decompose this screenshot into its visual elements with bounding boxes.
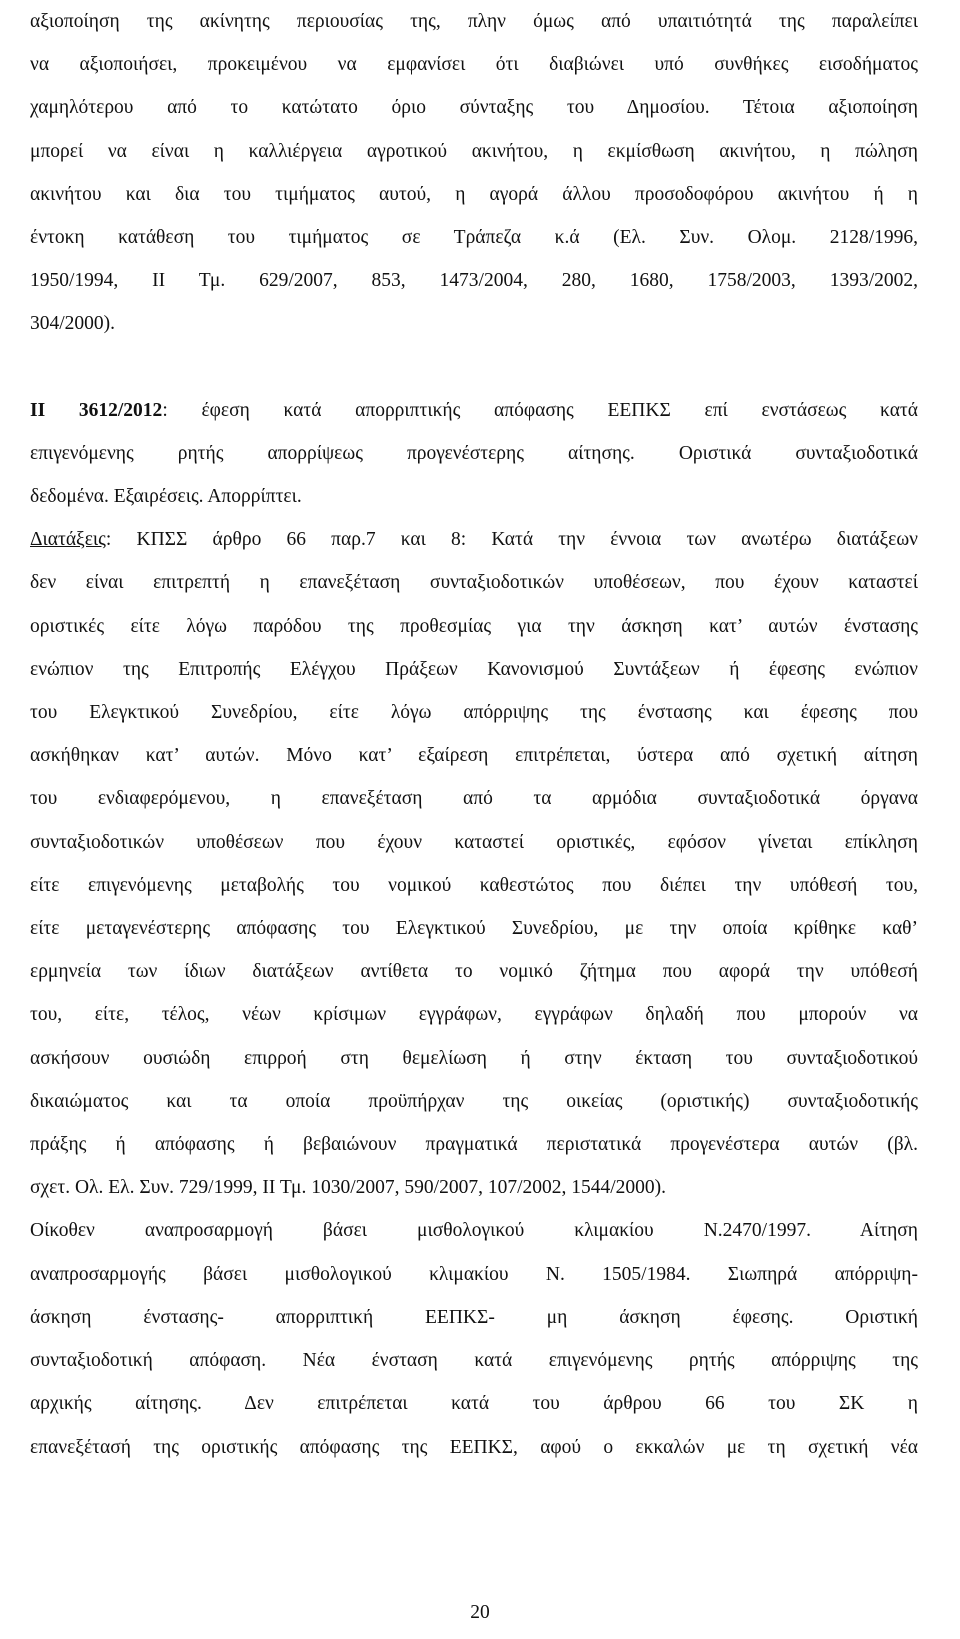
text-line: αναπροσαρμογής βάσει μισθολογικού κλιμακίου Ν. 1505/1984. Σιωπηρά απόρριψη- bbox=[30, 1263, 918, 1285]
text-line: να αξιοποιήσει, προκειμένου να εμφανίσει ότι διαβιώνει υπό συνθήκες εισοδήματος bbox=[30, 54, 918, 76]
provisions-label: Διατάξεις bbox=[30, 529, 106, 551]
page-number: 20 bbox=[470, 1602, 490, 1623]
text-line: ενώπιον της Επιτροπής Ελέγχου Πράξεων Κανονισμού Συντάξεων ή έφεσης ενώπιον bbox=[30, 658, 918, 680]
text-line: ακινήτου και δια του τιμήματος αυτού, η αγορά άλλου προσοδοφόρου ακινήτου ή η bbox=[30, 183, 918, 205]
text-line: δεδομένα. Εξαιρέσεις. Απορρίπτει. bbox=[30, 486, 302, 508]
text-line: έντοκη κατάθεση του τιμήματος σε Τράπεζα κ.ά (Ελ. Συν. Ολομ. 2128/1996, bbox=[30, 227, 918, 249]
text-line: ασκήσουν ουσιώδη επιρροή στη θεμελίωση ή στην έκταση του συνταξιοδοτικού bbox=[30, 1047, 918, 1069]
intro-paragraph bbox=[30, 0, 918, 346]
text-line: χαμηλότερου από το κατώτατο όριο σύνταξης του Δημοσίου. Τέτοια αξιοποίηση bbox=[30, 97, 918, 119]
text-line: πράξης ή απόφασης ή βεβαιώνουν πραγματικά περιστατικά προγενέστερα αυτών (βλ. bbox=[30, 1134, 918, 1156]
document-page bbox=[30, 0, 918, 1469]
text-line: αρχικής αίτησης. Δεν επιτρέπεται κατά του άρθρου 66 του ΣΚ η bbox=[30, 1393, 918, 1415]
text-line: σχετ. Ολ. Ελ. Συν. 729/1999, ΙΙ Τμ. 1030/2007, 590/2007, 107/2002, 1544/2000). bbox=[30, 1177, 667, 1199]
paragraph-gap bbox=[30, 346, 918, 389]
text-line: άσκηση ένστασης- απορριπτική ΕΕΠΚΣ- μη άσκηση έφεσης. Οριστική bbox=[30, 1306, 918, 1328]
text-line: συνταξιοδοτική απόφαση. Νέα ένσταση κατά επιγενόμενης ρητής απόρριψης της bbox=[30, 1350, 918, 1372]
text-line: ερμηνεία των ίδιων διατάξεων αντίθετα το νομικό ζήτημα που αφορά την υπόθεσή bbox=[30, 961, 918, 983]
text-line: επιγενόμενης ρητής απορρίψεως προγενέστερης αίτησης. Οριστικά συνταξιοδοτικά bbox=[30, 442, 918, 464]
case-heading-text: : έφεση κατά απορριπτικής απόφασης ΕΕΠΚΣ επί ενστάσεως κατά bbox=[162, 399, 918, 421]
text-line: δεν είναι επιτρεπτή η επανεξέταση συνταξιοδοτικών υποθέσεων, που έχουν καταστεί bbox=[30, 572, 918, 594]
text-line: του Ελεγκτικού Συνεδρίου, είτε λόγω απόρριψης της ένστασης και έφεσης που bbox=[30, 702, 918, 724]
text-line: του, είτε, τέλος, νέων κρίσιμων εγγράφων, εγγράφων δηλαδή που μπορούν να bbox=[30, 1004, 918, 1026]
text-line: 304/2000). bbox=[30, 313, 116, 335]
text-line: αξιοποίηση της ακίνητης περιουσίας της, πλην όμως από υπαιτιότητά της παραλείπει bbox=[30, 11, 918, 32]
provisions-text: : ΚΠΣΣ άρθρο 66 παρ.7 και 8: Κατά την έννοια των ανωτέρω διατάξεων bbox=[105, 529, 918, 551]
text-line: είτε επιγενόμενης μεταβολής του νομικού καθεστώτος που διέπει την υπόθεσή του, bbox=[30, 874, 918, 896]
text-line: επανεξέτασή της οριστικής απόφασης της ΕΕΠΚΣ, αφού ο εκκαλών με τη σχετική νέα bbox=[30, 1436, 918, 1458]
case-summary bbox=[30, 389, 918, 1469]
text-line: συνταξιοδοτικών υποθέσεων που έχουν καταστεί οριστικές, εφόσον γίνεται επίκληση bbox=[30, 831, 918, 853]
text-line: του ενδιαφερόμενου, η επανεξέταση από τα αρμόδια συνταξιοδοτικά όργανα bbox=[30, 788, 918, 810]
case-heading-line bbox=[30, 389, 918, 432]
case-reference: ΙΙ 3612/2012 bbox=[30, 399, 163, 421]
text-line: 1950/1994, ΙΙ Τμ. 629/2007, 853, 1473/2004, 280, 1680, 1758/2003, 1393/2002, bbox=[30, 270, 918, 292]
text-line: οριστικές είτε λόγω παρόδου της προθεσμίας για την άσκηση κατ’ αυτών ένστασης bbox=[30, 615, 918, 637]
text-line: μπορεί να είναι η καλλιέργεια αγροτικού ακινήτου, η εκμίσθωση ακινήτου, η πώληση bbox=[30, 140, 918, 162]
text-line: δικαιώματος και τα οποία προϋπήρχαν της οικείας (οριστικής) συνταξιοδοτικής bbox=[30, 1090, 918, 1112]
text-line: είτε μεταγενέστερης απόφασης του Ελεγκτικού Συνεδρίου, με την οποία κρίθηκε καθ’ bbox=[30, 918, 918, 940]
provisions-line bbox=[30, 518, 918, 561]
text-line: Οίκοθεν αναπροσαρμογή βάσει μισθολογικού κλιμακίου Ν.2470/1997. Αίτηση bbox=[30, 1220, 918, 1242]
text-line: ασκήθηκαν κατ’ αυτών. Μόνο κατ’ εξαίρεση επιτρέπεται, ύστερα από σχετική αίτηση bbox=[30, 745, 918, 767]
